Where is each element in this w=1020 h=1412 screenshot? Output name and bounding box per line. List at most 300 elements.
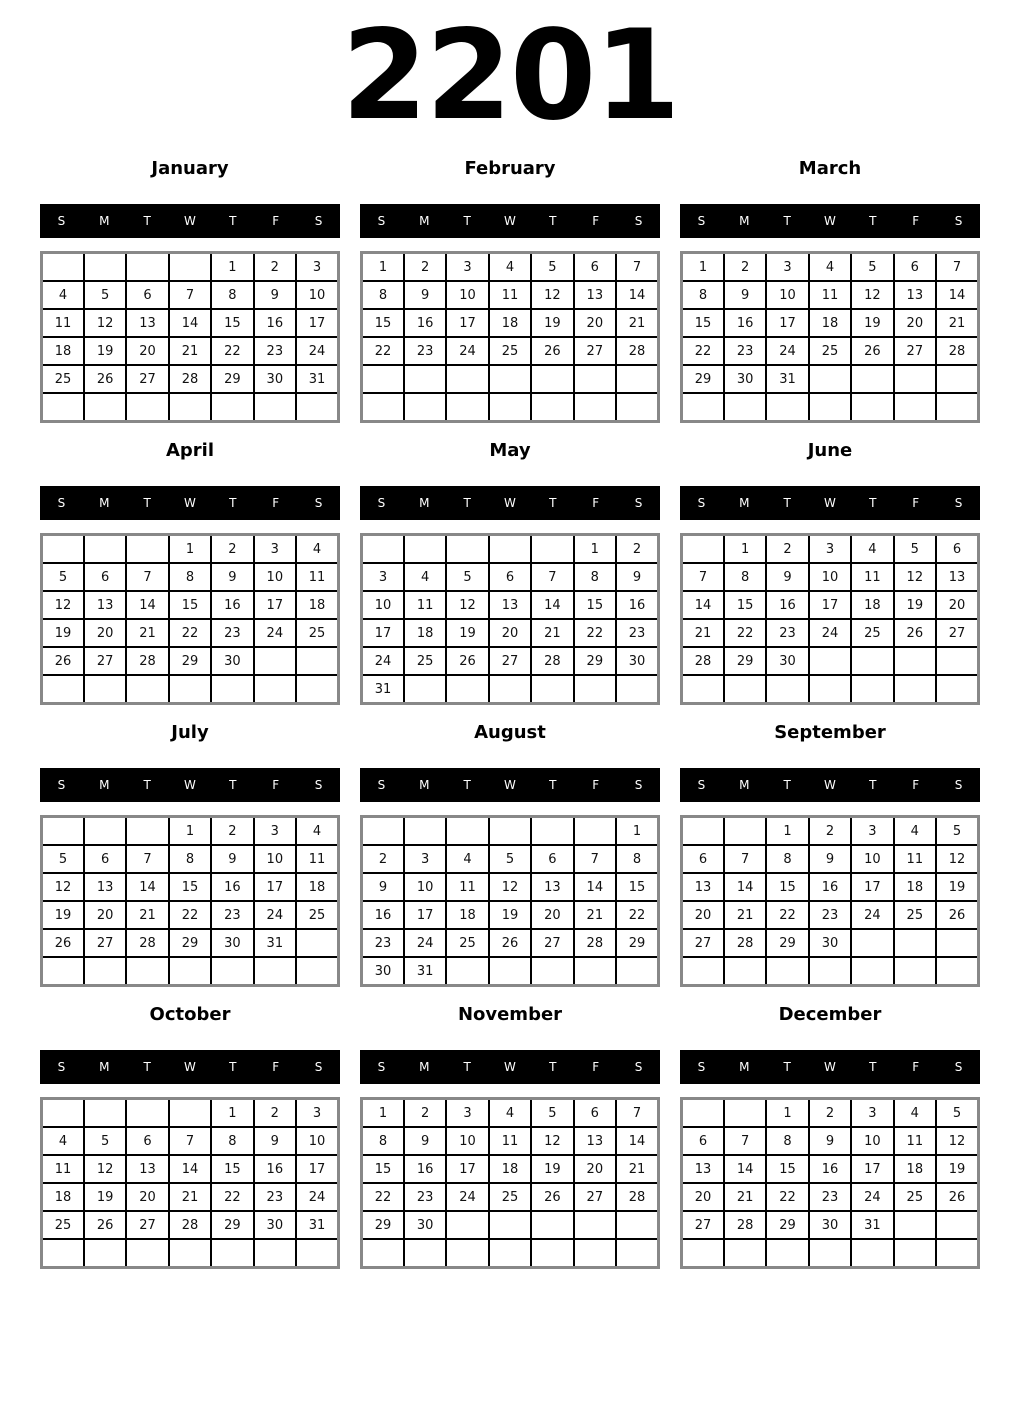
empty-day-cell [296,929,338,957]
day-cell: 14 [169,1155,211,1183]
day-cell: 10 [766,281,808,309]
day-cell: 7 [169,281,211,309]
empty-day-cell [169,393,211,422]
weekday-header-row [360,486,660,520]
day-cell: 2 [211,817,253,846]
empty-day-cell [489,675,531,704]
day-cell: 3 [254,535,296,564]
empty-day-cell [42,253,84,282]
empty-day-cell [254,957,296,986]
week-row [362,647,659,675]
empty-day-cell [616,675,658,704]
day-cell: 29 [211,1211,253,1239]
month-title: February [464,158,556,179]
day-cell: 5 [446,563,488,591]
weekday-label: S [954,214,963,228]
weekday-label: S [377,214,386,228]
empty-day-cell [296,675,338,704]
day-cell: 19 [42,901,84,929]
week-row [362,1155,659,1183]
empty-day-cell [809,1239,851,1268]
week-row [682,1155,979,1183]
day-cell: 26 [42,647,84,675]
day-cell: 28 [724,1211,766,1239]
week-row [682,1239,979,1268]
day-cell: 20 [126,1183,168,1211]
day-cell: 3 [766,253,808,282]
weekday-label: M [739,214,750,228]
weekday-label: F [912,1060,920,1074]
day-cell: 2 [211,535,253,564]
empty-day-cell [894,647,936,675]
day-cell: 20 [84,901,126,929]
weekday-label: W [824,778,836,792]
empty-day-cell [682,817,724,846]
day-cell: 5 [936,1099,978,1128]
day-cell: 7 [531,563,573,591]
empty-day-cell [404,393,446,422]
day-cell: 22 [169,901,211,929]
day-cell: 5 [531,253,573,282]
empty-day-cell [724,817,766,846]
day-cell: 7 [126,563,168,591]
empty-day-cell [894,365,936,393]
weekday-label: M [99,214,110,228]
empty-day-cell [682,1099,724,1128]
day-cell: 13 [682,1155,724,1183]
day-cell: 12 [84,1155,126,1183]
weekday-label: W [504,496,516,510]
weekday-label: M [739,496,750,510]
day-cell: 30 [211,647,253,675]
empty-day-cell [296,647,338,675]
day-cell: 4 [489,1099,531,1128]
day-cell: 13 [574,1127,616,1155]
day-cell: 20 [936,591,978,619]
month-day-grid [40,815,340,987]
day-cell: 21 [616,309,658,337]
day-cell: 29 [169,647,211,675]
weekday-header-row [360,204,660,238]
month-day-grid [680,533,980,705]
week-row [682,535,979,564]
day-cell: 30 [211,929,253,957]
empty-day-cell [851,647,893,675]
week-row [42,591,339,619]
day-cell: 19 [531,1155,573,1183]
weekday-label: W [504,1060,516,1074]
weekday-label: W [184,214,196,228]
day-cell: 22 [574,619,616,647]
week-row [682,619,979,647]
empty-day-cell [809,675,851,704]
day-cell: 7 [574,845,616,873]
empty-day-cell [936,365,978,393]
day-cell: 19 [894,591,936,619]
empty-day-cell [169,675,211,704]
day-cell: 2 [254,1099,296,1128]
day-cell: 21 [616,1155,658,1183]
day-cell: 4 [296,535,338,564]
weekday-label: T [549,778,557,792]
weekday-label: T [463,496,471,510]
day-cell: 13 [531,873,573,901]
day-cell: 31 [404,957,446,986]
day-cell: 26 [84,365,126,393]
empty-day-cell [574,1211,616,1239]
empty-day-cell [126,1239,168,1268]
empty-day-cell [211,1239,253,1268]
day-cell: 14 [724,873,766,901]
empty-day-cell [42,535,84,564]
day-cell: 20 [489,619,531,647]
weekday-label: S [57,1060,66,1074]
empty-day-cell [724,1099,766,1128]
empty-day-cell [404,1239,446,1268]
month-march [680,158,980,423]
weekday-label: F [912,214,920,228]
weekday-label: M [419,778,430,792]
day-cell: 20 [574,309,616,337]
day-cell: 24 [254,619,296,647]
day-cell: 17 [404,901,446,929]
week-row [362,393,659,422]
empty-day-cell [851,957,893,986]
empty-day-cell [362,535,404,564]
day-cell: 3 [296,253,338,282]
day-cell: 2 [362,845,404,873]
day-cell: 3 [362,563,404,591]
day-cell: 9 [254,1127,296,1155]
empty-day-cell [446,365,488,393]
day-cell: 6 [531,845,573,873]
day-cell: 31 [296,1211,338,1239]
day-cell: 27 [531,929,573,957]
day-cell: 8 [362,1127,404,1155]
weekday-label: F [272,1060,280,1074]
day-cell: 6 [682,1127,724,1155]
day-cell: 23 [724,337,766,365]
day-cell: 25 [446,929,488,957]
empty-day-cell [126,253,168,282]
day-cell: 16 [404,309,446,337]
day-cell: 11 [851,563,893,591]
day-cell: 26 [851,337,893,365]
empty-day-cell [851,929,893,957]
empty-day-cell [851,365,893,393]
week-row [362,281,659,309]
empty-day-cell [531,1211,573,1239]
empty-day-cell [404,365,446,393]
day-cell: 21 [724,901,766,929]
month-title: June [807,440,853,461]
day-cell: 16 [211,873,253,901]
day-cell: 6 [574,1099,616,1128]
day-cell: 21 [682,619,724,647]
day-cell: 23 [211,901,253,929]
day-cell: 1 [169,817,211,846]
week-row [42,365,339,393]
weekday-label: T [229,214,237,228]
month-september [680,722,980,987]
day-cell: 19 [851,309,893,337]
day-cell: 10 [446,281,488,309]
day-cell: 23 [766,619,808,647]
weekday-label: T [143,496,151,510]
weekday-label: S [954,496,963,510]
empty-day-cell [724,675,766,704]
day-cell: 18 [851,591,893,619]
week-row [682,873,979,901]
week-row [362,1183,659,1211]
day-cell: 28 [126,647,168,675]
weekday-label: S [634,1060,643,1074]
week-row [42,873,339,901]
day-cell: 24 [254,901,296,929]
weekday-label: W [824,1060,836,1074]
day-cell: 21 [126,901,168,929]
day-cell: 15 [362,309,404,337]
day-cell: 14 [169,309,211,337]
empty-day-cell [724,393,766,422]
empty-day-cell [531,365,573,393]
empty-day-cell [531,957,573,986]
weekday-label: F [272,214,280,228]
week-row [682,957,979,986]
day-cell: 21 [169,1183,211,1211]
day-cell: 14 [682,591,724,619]
day-cell: 14 [126,591,168,619]
month-day-grid [680,1097,980,1269]
weekday-label: M [419,214,430,228]
day-cell: 1 [169,535,211,564]
empty-day-cell [936,675,978,704]
empty-day-cell [574,1239,616,1268]
day-cell: 3 [446,1099,488,1128]
day-cell: 19 [84,1183,126,1211]
month-day-grid [40,533,340,705]
empty-day-cell [84,817,126,846]
day-cell: 17 [766,309,808,337]
day-cell: 26 [936,901,978,929]
weekday-header-row [360,768,660,802]
weekday-label: S [954,778,963,792]
week-row [362,253,659,282]
month-day-grid [680,815,980,987]
month-day-grid [40,251,340,423]
day-cell: 10 [296,1127,338,1155]
empty-day-cell [446,817,488,846]
week-row [682,675,979,704]
day-cell: 23 [404,1183,446,1211]
day-cell: 30 [254,365,296,393]
day-cell: 22 [211,337,253,365]
day-cell: 29 [362,1211,404,1239]
day-cell: 6 [126,1127,168,1155]
week-row [362,563,659,591]
day-cell: 20 [126,337,168,365]
day-cell: 10 [404,873,446,901]
empty-day-cell [489,393,531,422]
month-title: November [457,1004,563,1025]
day-cell: 24 [404,929,446,957]
month-title: September [774,722,886,743]
day-cell: 12 [936,845,978,873]
day-cell: 23 [254,1183,296,1211]
day-cell: 24 [851,901,893,929]
day-cell: 27 [574,337,616,365]
day-cell: 12 [446,591,488,619]
day-cell: 23 [362,929,404,957]
weekday-label: M [99,1060,110,1074]
day-cell: 18 [296,873,338,901]
day-cell: 12 [894,563,936,591]
empty-day-cell [254,647,296,675]
weekday-label: F [592,1060,600,1074]
empty-day-cell [894,1211,936,1239]
empty-day-cell [404,817,446,846]
day-cell: 27 [574,1183,616,1211]
day-cell: 8 [169,845,211,873]
day-cell: 21 [169,337,211,365]
day-cell: 13 [894,281,936,309]
weekday-label: M [419,1060,430,1074]
day-cell: 1 [724,535,766,564]
empty-day-cell [574,393,616,422]
empty-day-cell [489,535,531,564]
day-cell: 24 [296,1183,338,1211]
day-cell: 18 [894,873,936,901]
day-cell: 20 [531,901,573,929]
day-cell: 27 [84,929,126,957]
week-row [682,253,979,282]
day-cell: 1 [682,253,724,282]
week-row [42,901,339,929]
empty-day-cell [446,1239,488,1268]
day-cell: 15 [574,591,616,619]
day-cell: 4 [404,563,446,591]
day-cell: 29 [616,929,658,957]
day-cell: 11 [446,873,488,901]
weekday-label: T [869,778,877,792]
week-row [682,1211,979,1239]
week-row [362,901,659,929]
weekday-label: T [869,214,877,228]
day-cell: 22 [169,619,211,647]
empty-day-cell [446,535,488,564]
weekday-header-row [680,486,980,520]
day-cell: 29 [766,1211,808,1239]
day-cell: 17 [296,1155,338,1183]
day-cell: 26 [936,1183,978,1211]
day-cell: 25 [42,1211,84,1239]
day-cell: 22 [682,337,724,365]
day-cell: 16 [362,901,404,929]
day-cell: 21 [531,619,573,647]
day-cell: 29 [169,929,211,957]
day-cell: 12 [531,1127,573,1155]
empty-day-cell [42,1099,84,1128]
month-title: October [149,1004,231,1025]
day-cell: 25 [296,619,338,647]
day-cell: 18 [296,591,338,619]
weekday-label: S [634,496,643,510]
day-cell: 28 [574,929,616,957]
empty-day-cell [362,1239,404,1268]
day-cell: 4 [851,535,893,564]
day-cell: 11 [42,1155,84,1183]
day-cell: 8 [724,563,766,591]
weekday-label: T [869,496,877,510]
day-cell: 31 [254,929,296,957]
day-cell: 15 [766,873,808,901]
day-cell: 14 [126,873,168,901]
day-cell: 12 [851,281,893,309]
day-cell: 28 [936,337,978,365]
weekday-label: S [377,778,386,792]
month-title: April [165,440,215,461]
week-row [682,1099,979,1128]
week-row [42,929,339,957]
week-row [682,563,979,591]
day-cell: 4 [42,1127,84,1155]
empty-day-cell [894,957,936,986]
month-title: January [151,158,229,179]
day-cell: 11 [489,281,531,309]
weekday-label: T [143,214,151,228]
day-cell: 31 [766,365,808,393]
day-cell: 21 [574,901,616,929]
year-title: 2201 [341,4,679,148]
empty-day-cell [362,365,404,393]
day-cell: 18 [894,1155,936,1183]
day-cell: 30 [724,365,766,393]
empty-day-cell [574,675,616,704]
day-cell: 25 [489,337,531,365]
day-cell: 4 [894,1099,936,1128]
weekday-label: F [592,214,600,228]
week-row [42,337,339,365]
weekday-label: W [504,778,516,792]
day-cell: 29 [574,647,616,675]
empty-day-cell [809,365,851,393]
day-cell: 5 [84,281,126,309]
day-cell: 31 [362,675,404,704]
day-cell: 2 [616,535,658,564]
weekday-label: S [634,778,643,792]
day-cell: 3 [851,817,893,846]
day-cell: 13 [682,873,724,901]
weekday-label: W [504,214,516,228]
weekday-label: F [272,778,280,792]
day-cell: 24 [446,337,488,365]
day-cell: 18 [809,309,851,337]
day-cell: 1 [362,1099,404,1128]
empty-day-cell [616,393,658,422]
day-cell: 5 [489,845,531,873]
day-cell: 26 [489,929,531,957]
day-cell: 3 [404,845,446,873]
day-cell: 15 [362,1155,404,1183]
empty-day-cell [489,1239,531,1268]
day-cell: 1 [766,1099,808,1128]
day-cell: 19 [446,619,488,647]
weekday-label: S [314,214,323,228]
weekday-label: T [783,778,791,792]
day-cell: 10 [809,563,851,591]
day-cell: 18 [489,309,531,337]
week-row [682,365,979,393]
